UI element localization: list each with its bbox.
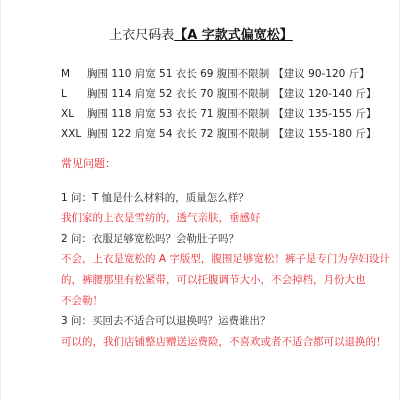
title-emphasis: 【A 字款式偏宽松】 [174, 28, 293, 43]
title-main: 上衣尺码表 [109, 28, 175, 43]
size-measurements: 胸围 122 肩宽 54 衣长 72 腹围不限制 [87, 128, 270, 140]
faq-question-1: 1 问：T 恤是什么材料的，质量怎么样？ [61, 192, 249, 204]
faq-question-2: 2 问：衣服足够宽松吗？会勒肚子吗？ [61, 233, 240, 245]
size-advice: 【建议 120-140 斤】 [273, 88, 377, 100]
faq-answer-2-line-3: 不会勒！ [61, 295, 103, 307]
size-label: M [61, 68, 71, 80]
faq-answer-1: 我们家的上衣是雪纺的，透气亲肤，垂感好 [61, 212, 261, 224]
size-advice: 【建议 135-155 斤】 [273, 108, 377, 120]
size-row-xxl [61, 126, 376, 141]
document-title [1, 24, 400, 43]
size-row-xl [61, 106, 376, 121]
size-measurements: 胸围 118 肩宽 53 衣长 71 腹围不限制 [87, 108, 270, 120]
size-label: L [61, 88, 67, 100]
size-measurements: 胸围 110 肩宽 51 衣长 69 腹围不限制 [87, 68, 270, 80]
size-row-l [61, 86, 376, 101]
size-advice: 【建议 90-120 斤】 [273, 68, 370, 80]
faq-heading: 常见问题： [61, 157, 116, 170]
size-advice: 【建议 155-180 斤】 [273, 128, 377, 140]
size-label: XXL [61, 128, 82, 140]
faq-answer-2-line-1: 不会，上衣是宽松的 A 字版型，腹围足够宽松！裤子是专门为孕妇设计 [61, 253, 390, 265]
faq-question-3: 3 问：买回去不适合可以退换吗？运费谁出？ [61, 315, 271, 327]
size-measurements: 胸围 114 肩宽 52 衣长 70 腹围不限制 [87, 88, 270, 100]
faq-answer-2-line-2: 的，裤腰那里有松紧带，可以托腹调节大小，不会掉档，月份大也 [61, 274, 366, 286]
faq-answer-3: 可以的，我们店铺整店赠送运费险，不喜欢或者不适合都可以退换的！ [61, 336, 387, 348]
size-row-m [61, 66, 370, 81]
size-label: XL [61, 108, 75, 120]
